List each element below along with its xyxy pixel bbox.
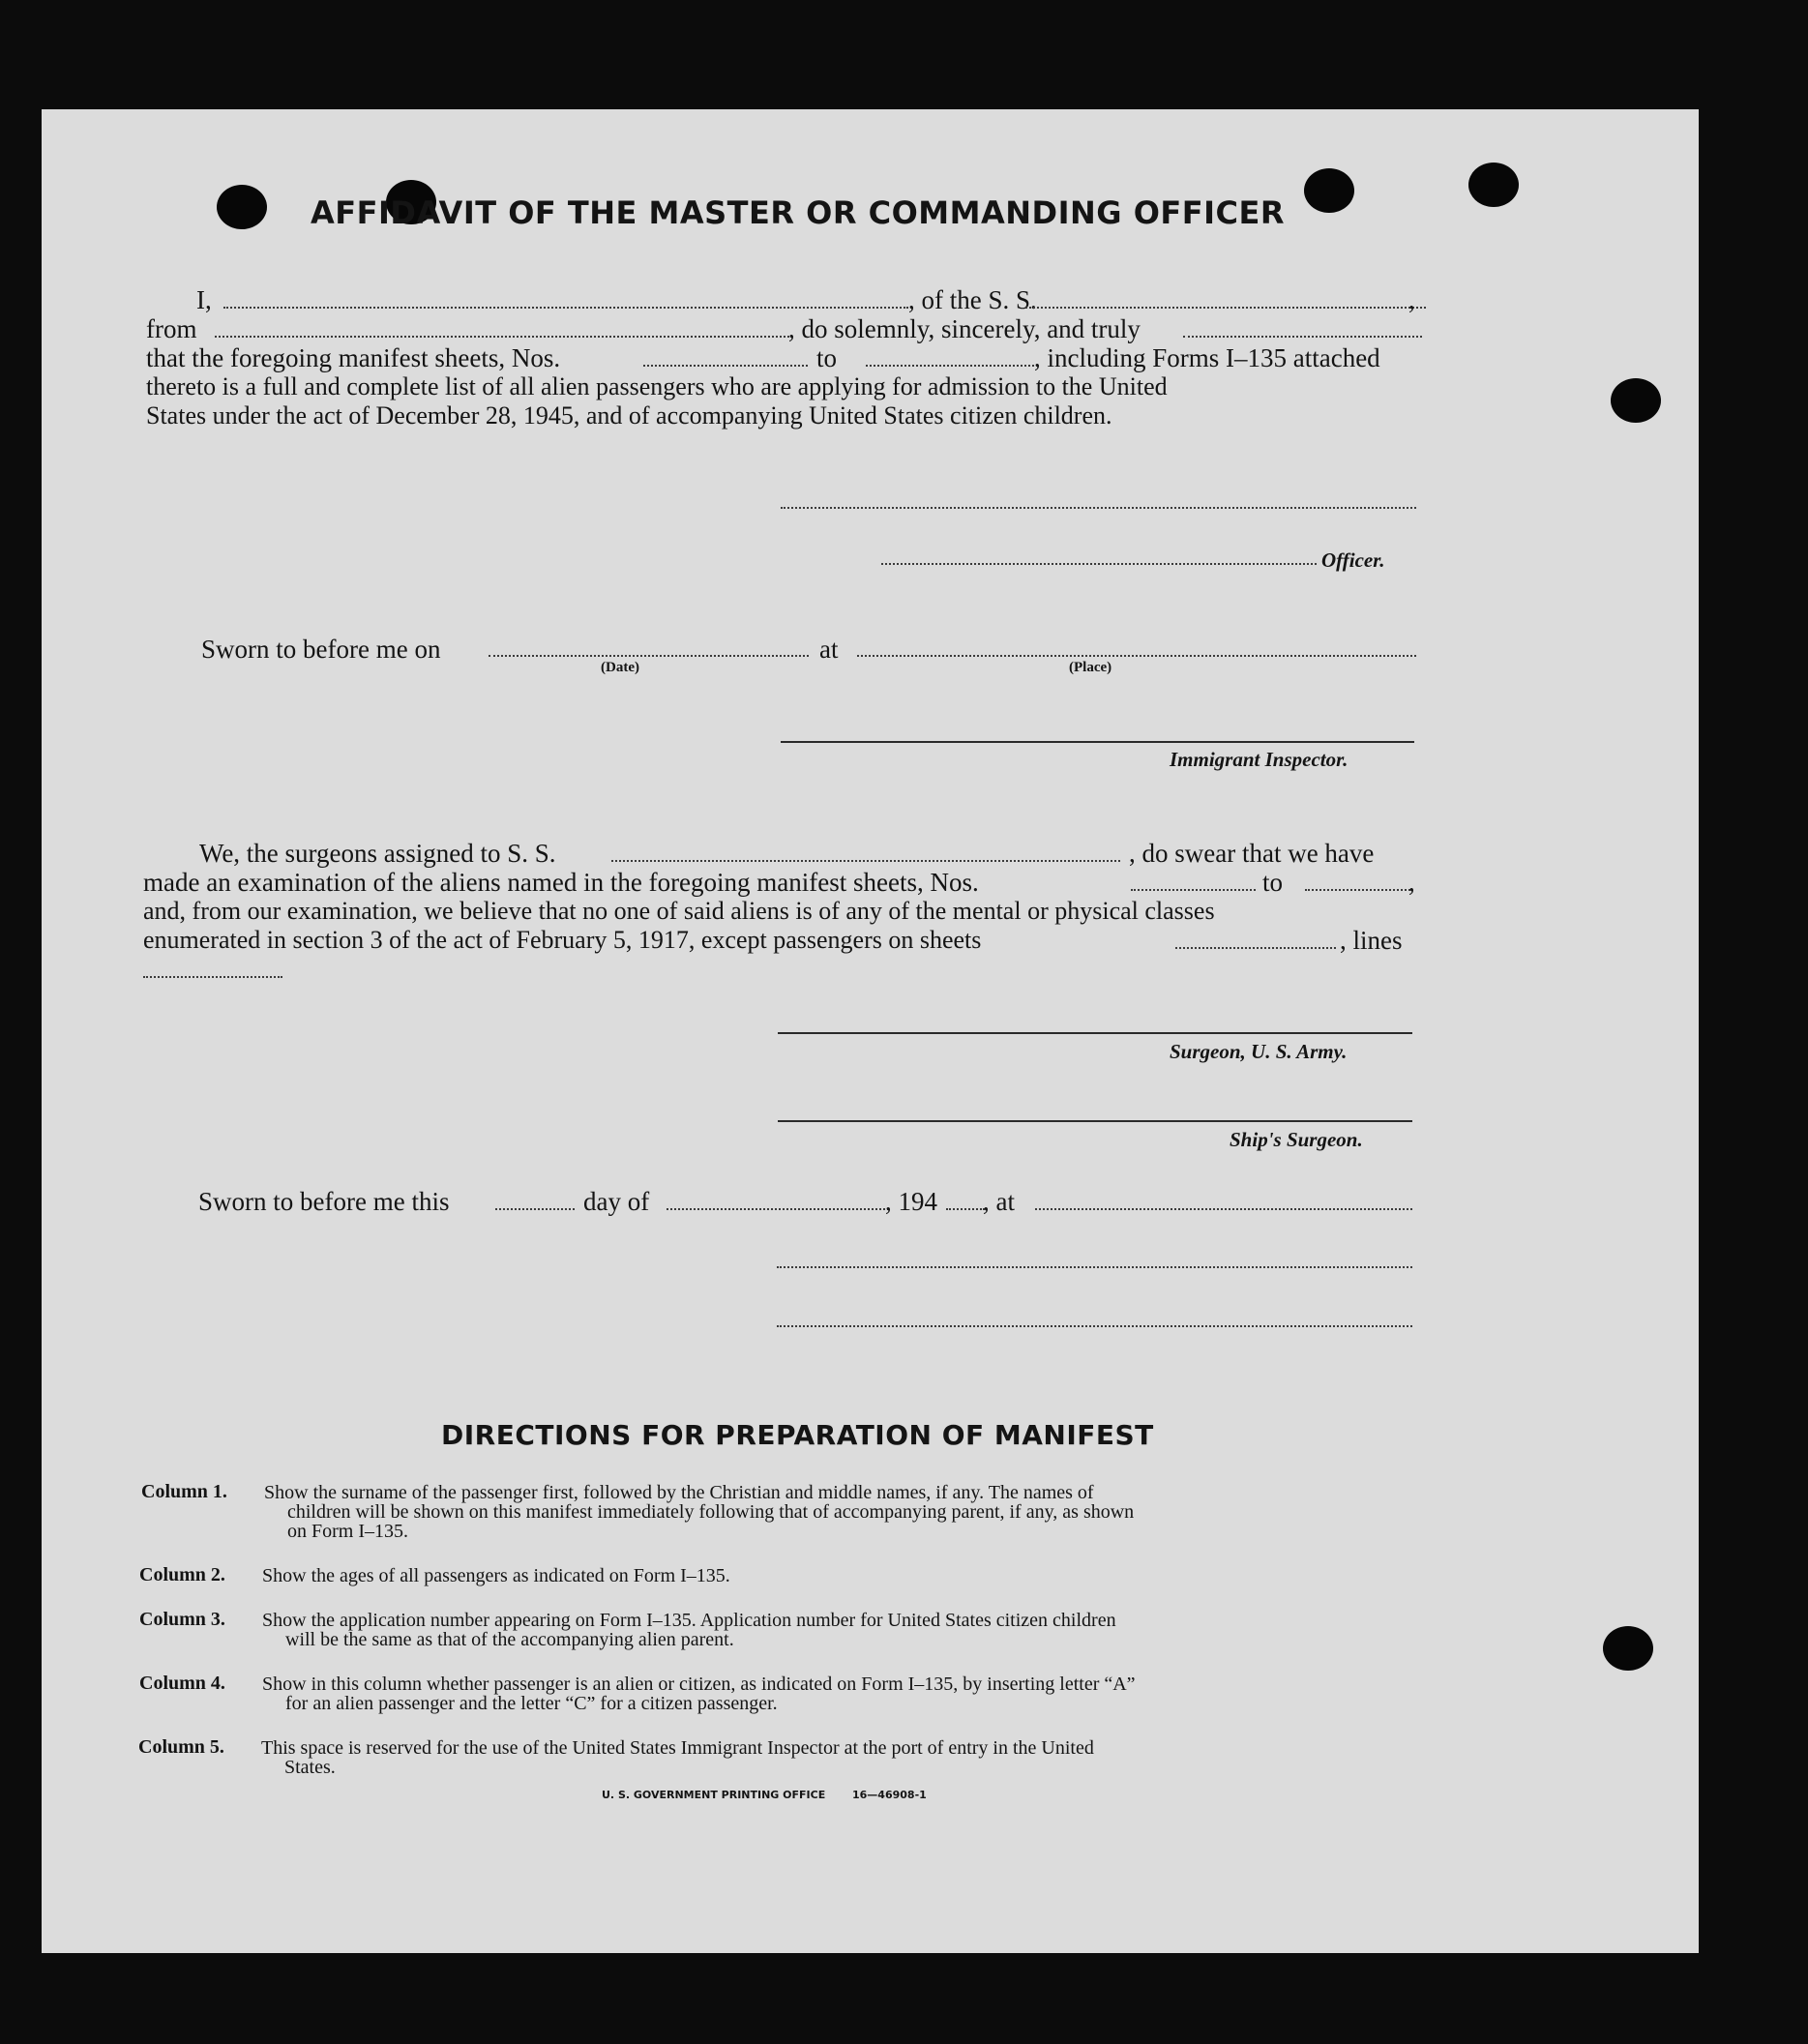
sworn2-place-field[interactable] [1035, 1208, 1412, 1210]
punch-hole [1611, 378, 1661, 423]
except-lines-field[interactable] [143, 976, 282, 978]
officer-label: Officer. [1321, 548, 1385, 572]
surgeons-line4-b: , lines [1340, 926, 1403, 955]
officer-title-field[interactable] [881, 563, 1317, 565]
affidavit-line2-b: , do solemnly, sincerely, and truly [788, 314, 1141, 343]
date-caption: (Date) [601, 660, 639, 675]
surgeons-sheets-from-field[interactable] [1131, 889, 1256, 891]
inspector-label: Immigrant Inspector. [1170, 748, 1349, 771]
sworn2-day-field[interactable] [495, 1208, 575, 1210]
affidavit-line4: thereto is a full and complete list of all alien passengers who are applying for admission to the United [146, 372, 1168, 400]
affidavit-line3-c: , including Forms I–135 attached [1034, 343, 1380, 372]
form-code: 16—46908-1 [852, 1789, 927, 1801]
punch-hole [1304, 168, 1354, 213]
sworn2-title-line[interactable] [777, 1325, 1412, 1327]
ship-surgeon-signature-line[interactable] [778, 1120, 1412, 1122]
surgeons-line1-b: , do swear that we have [1129, 839, 1375, 868]
sworn2-c: , 194 [885, 1187, 937, 1216]
sworn-before-me-on: Sworn to before me on [201, 635, 441, 664]
officer-signature-line[interactable] [781, 507, 1416, 509]
column-2-text: Show the ages of all passengers as indicated on Form I–135. [262, 1565, 730, 1586]
printer-imprint: U. S. GOVERNMENT PRINTING OFFICE [602, 1789, 826, 1801]
column-3-label: Column 3. [139, 1609, 225, 1630]
form-page [42, 109, 1699, 1953]
column-4-text: Show in this column whether passenger is an alien or citizen, as indicated on Form I–135, by inserting letter “A” for an alien passenger and the letter “C” for a citizen passenger. [262, 1674, 1136, 1714]
sheets-to-field[interactable] [866, 365, 1034, 367]
affidavit-title: AFFIDAVIT OF THE MASTER OR COMMANDING OFFICER [311, 194, 1285, 231]
punch-hole [1603, 1626, 1653, 1671]
sheets-from-field[interactable] [643, 365, 808, 367]
affidavit-line1-b: , of the S. S. [908, 285, 1037, 314]
affidavit-line5: States under the act of December 28, 1945, and of accompanying United States citizen children. [146, 401, 1112, 430]
directions-title: DIRECTIONS FOR PREPARATION OF MANIFEST [441, 1419, 1154, 1451]
surgeons-ship-field[interactable] [611, 860, 1120, 862]
sworn-date-field[interactable] [489, 655, 809, 657]
surgeons-line2-c: , [1408, 868, 1415, 897]
column-3-text: Show the application number appearing on Form I–135. Application number for United States citizen children will be the same as that of the accompanying alien parent. [262, 1610, 1116, 1650]
affidavit-line1-a: I, [196, 285, 212, 314]
surgeons-line4-a: enumerated in section 3 of the act of February 5, 1917, except passengers on sheets [143, 926, 982, 954]
affidavit-line3-a: that the foregoing manifest sheets, Nos. [146, 343, 561, 372]
sworn2-signature-line[interactable] [777, 1266, 1412, 1268]
affidavit-line2-a: from [146, 314, 197, 343]
surgeons-line2-a: made an examination of the aliens named in the foregoing manifest sheets, Nos. [143, 868, 979, 897]
ship-surgeon-label: Ship's Surgeon. [1230, 1128, 1363, 1151]
surgeons-line2-b: to [1262, 868, 1284, 897]
place-caption: (Place) [1069, 660, 1112, 675]
punch-hole [217, 185, 267, 229]
oath-field[interactable] [1183, 336, 1422, 338]
sworn2-b: day of [583, 1187, 650, 1216]
surgeons-line1-a: We, the surgeons assigned to S. S. [199, 839, 556, 868]
punch-hole [1468, 163, 1519, 207]
sworn2-d: , at [983, 1187, 1015, 1216]
ship-name-field[interactable] [1025, 307, 1426, 309]
surgeons-sheets-to-field[interactable] [1305, 889, 1410, 891]
column-2-label: Column 2. [139, 1564, 225, 1585]
sworn2-a: Sworn to before me this [198, 1187, 450, 1216]
surgeons-line3: and, from our examination, we believe that no one of said aliens is of any of the mental or physical classes [143, 897, 1215, 925]
affidavit-line3-b: to [816, 343, 838, 372]
port-from-field[interactable] [215, 336, 789, 338]
master-name-field[interactable] [223, 307, 908, 309]
column-4-label: Column 4. [139, 1673, 225, 1694]
army-surgeon-label: Surgeon, U. S. Army. [1170, 1040, 1348, 1063]
army-surgeon-signature-line[interactable] [778, 1032, 1412, 1034]
affidavit-line1-c: , [1408, 285, 1415, 314]
inspector-signature-line[interactable] [781, 741, 1414, 743]
column-5-label: Column 5. [138, 1736, 224, 1758]
sworn2-month-field[interactable] [667, 1208, 889, 1210]
sworn-at: at [819, 635, 839, 664]
sworn2-year-field[interactable] [946, 1208, 985, 1210]
column-1-text: Show the surname of the passenger first, followed by the Christian and middle names, if any. The names of children will be shown on this manifest immediately following that of accompanying parent, if any, as shown on Form I–135. [264, 1482, 1135, 1542]
column-1-label: Column 1. [141, 1481, 227, 1502]
except-sheets-field[interactable] [1175, 947, 1336, 949]
sworn-place-field[interactable] [857, 655, 1416, 657]
column-5-text: This space is reserved for the use of the United States Immigrant Inspector at the port of entry in the United States. [261, 1737, 1094, 1778]
